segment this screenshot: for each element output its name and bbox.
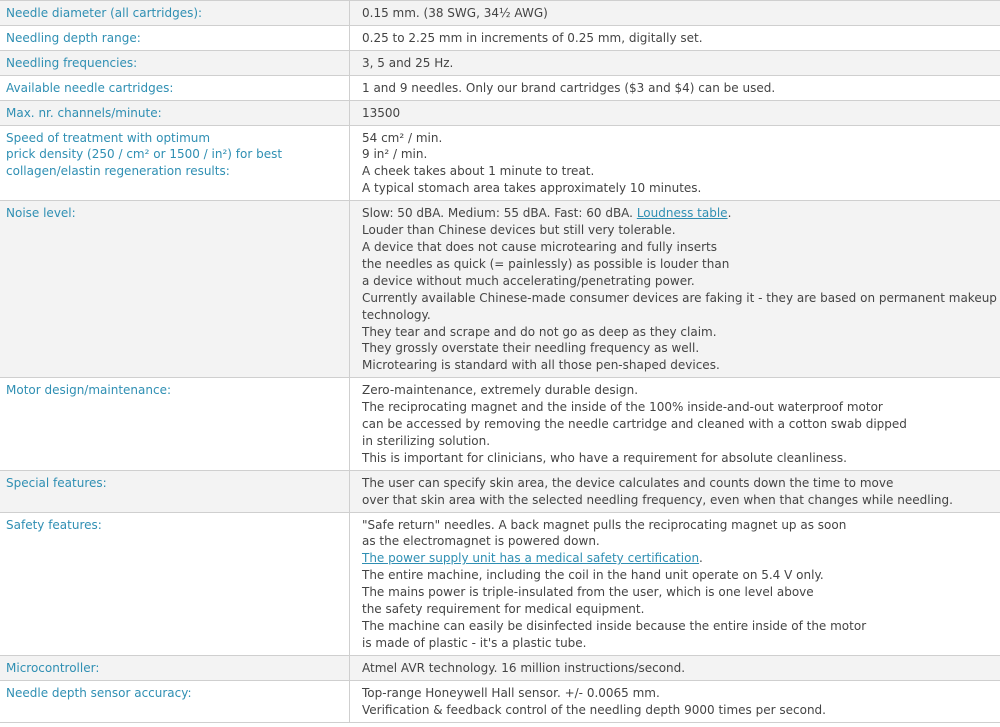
value-text: Verification & feedback control of the needling depth 9000 times per second. bbox=[362, 702, 826, 717]
spec-label-line: Needling frequencies: bbox=[6, 55, 138, 70]
spec-label-line: Available needle cartridges: bbox=[6, 80, 174, 95]
spec-table-body bbox=[0, 1, 1000, 723]
spec-row bbox=[0, 512, 1000, 655]
spec-value-line bbox=[362, 357, 994, 374]
spec-value-line bbox=[362, 416, 994, 433]
spec-value-line bbox=[362, 340, 994, 357]
spec-value-line bbox=[362, 222, 994, 239]
spec-value-line bbox=[362, 685, 994, 702]
spec-value-line bbox=[362, 450, 994, 467]
value-text: They grossly overstate their needling frequency as well. bbox=[362, 341, 700, 356]
value-text: A device that does not cause microtearing and fully inserts bbox=[362, 239, 717, 254]
value-text: is made of plastic - it's a plastic tube. bbox=[362, 635, 587, 650]
spec-value-line bbox=[362, 307, 994, 324]
spec-label bbox=[0, 470, 350, 512]
spec-value-line bbox=[362, 399, 994, 416]
value-text: 9 in² / min. bbox=[362, 147, 428, 162]
spec-label-line: Needle depth sensor accuracy: bbox=[6, 685, 192, 700]
value-text: 0.15 mm. (38 SWG, 34½ AWG) bbox=[362, 6, 548, 20]
spec-value-line bbox=[362, 290, 997, 307]
spec-value bbox=[350, 50, 1000, 75]
value-text: over that skin area with the selected needling frequency, even when that changes while needling. bbox=[362, 492, 953, 507]
spec-label-line: Safety features: bbox=[6, 517, 102, 532]
spec-label bbox=[0, 378, 350, 471]
spec-label bbox=[0, 201, 350, 378]
spec-row bbox=[0, 378, 1000, 471]
spec-value-line bbox=[362, 567, 994, 584]
spec-value-line bbox=[362, 146, 994, 163]
spec-label bbox=[0, 125, 350, 201]
spec-value bbox=[350, 25, 1000, 50]
spec-label-line: Speed of treatment with optimum bbox=[6, 130, 211, 145]
spec-value-line bbox=[362, 180, 994, 197]
value-text: . bbox=[727, 206, 732, 221]
spec-label bbox=[0, 50, 350, 75]
spec-value-line bbox=[362, 660, 994, 677]
value-text: in sterilizing solution. bbox=[362, 433, 491, 448]
value-text: 54 cm² / min. bbox=[362, 130, 443, 145]
spec-row bbox=[0, 201, 1000, 378]
spec-value-line bbox=[362, 5, 994, 22]
spec-value-line bbox=[362, 382, 994, 399]
spec-value-line bbox=[362, 130, 994, 147]
spec-label bbox=[0, 75, 350, 100]
value-text: This is important for clinicians, who have a requirement for absolute cleanliness. bbox=[362, 450, 847, 465]
value-text: The entire machine, including the coil in the hand unit operate on 5.4 V only. bbox=[362, 568, 824, 583]
spec-row bbox=[0, 655, 1000, 680]
spec-value bbox=[350, 512, 1000, 655]
spec-label-line: Max. nr. channels/minute: bbox=[6, 105, 162, 120]
spec-label bbox=[0, 100, 350, 125]
value-text: Zero-maintenance, extremely durable design. bbox=[362, 383, 639, 398]
spec-label bbox=[0, 1, 350, 26]
spec-value-line bbox=[362, 163, 994, 180]
value-text: Currently available Chinese-made consumer devices are faking it - they are based on permanent makeup bbox=[362, 290, 997, 305]
spec-value bbox=[350, 655, 1000, 680]
spec-label bbox=[0, 655, 350, 680]
value-text: Microtearing is standard with all those pen-shaped devices. bbox=[362, 358, 720, 373]
spec-label-line: Noise level: bbox=[6, 206, 76, 221]
spec-value-line bbox=[362, 256, 994, 273]
value-text: The reciprocating magnet and the inside of the 100% inside-and-out waterproof motor bbox=[362, 400, 883, 415]
spec-label-line: Needling depth range: bbox=[6, 30, 141, 45]
value-text: Louder than Chinese devices but still very tolerable. bbox=[362, 223, 676, 238]
spec-row bbox=[0, 100, 1000, 125]
spec-value bbox=[350, 125, 1000, 201]
spec-value-line bbox=[362, 80, 994, 97]
spec-row bbox=[0, 470, 1000, 512]
spec-value bbox=[350, 100, 1000, 125]
spec-value-line bbox=[362, 273, 994, 290]
value-text: "Safe return" needles. A back magnet pulls the reciprocating magnet up as soon bbox=[362, 517, 847, 532]
spec-row bbox=[0, 680, 1000, 722]
spec-row bbox=[0, 25, 1000, 50]
value-text: 0.25 to 2.25 mm in increments of 0.25 mm, digitally set. bbox=[362, 30, 703, 45]
inline-link[interactable]: The power supply unit has a medical safety certification bbox=[362, 551, 700, 566]
spec-label bbox=[0, 680, 350, 722]
spec-value-line bbox=[362, 475, 994, 492]
value-text: a device without much accelerating/penetrating power. bbox=[362, 273, 695, 288]
value-text: the needles as quick (= painlessly) as possible is louder than bbox=[362, 256, 730, 271]
spec-value bbox=[350, 680, 1000, 722]
spec-value bbox=[350, 470, 1000, 512]
value-text: The mains power is triple-insulated from the user, which is one level above bbox=[362, 585, 814, 600]
spec-value-line bbox=[362, 517, 994, 534]
value-text: technology. bbox=[362, 307, 431, 322]
spec-label-line: collagen/elastin regeneration results: bbox=[6, 164, 230, 179]
value-text: as the electromagnet is powered down. bbox=[362, 534, 600, 549]
value-text: Top-range Honeywell Hall sensor. +/- 0.0065 mm. bbox=[362, 685, 660, 700]
spec-value-line bbox=[362, 601, 994, 618]
spec-value-line bbox=[362, 492, 994, 509]
spec-value bbox=[350, 1, 1000, 26]
value-text: A typical stomach area takes approximately 10 minutes. bbox=[362, 181, 702, 196]
value-text: They tear and scrape and do not go as deep as they claim. bbox=[362, 324, 717, 339]
inline-link[interactable]: Loudness table bbox=[636, 206, 728, 221]
spec-row bbox=[0, 1, 1000, 26]
spec-label-line: Microcontroller: bbox=[6, 660, 100, 675]
spec-value-line bbox=[362, 105, 994, 122]
spec-value-line bbox=[362, 550, 994, 567]
spec-value-line bbox=[362, 205, 994, 222]
value-text: 1 and 9 needles. Only our brand cartridges ($3 and $4) can be used. bbox=[362, 80, 776, 95]
spec-value-line bbox=[362, 30, 994, 47]
spec-value-line bbox=[362, 702, 994, 719]
spec-value-line bbox=[362, 239, 994, 256]
spec-value-line bbox=[362, 618, 994, 635]
value-text: can be accessed by removing the needle cartridge and cleaned with a cotton swab dipped bbox=[362, 417, 907, 432]
value-text: The machine can easily be disinfected inside because the entire inside of the motor bbox=[362, 619, 867, 633]
value-text: Slow: 50 dBA. Medium: 55 dBA. Fast: 60 dBA. bbox=[362, 206, 637, 221]
spec-label-line: Needle diameter (all cartridges): bbox=[6, 6, 203, 20]
spec-label-line: Special features: bbox=[6, 475, 107, 490]
spec-value-line bbox=[362, 533, 994, 550]
value-text: 3, 5 and 25 Hz. bbox=[362, 55, 454, 70]
spec-label-line: Motor design/maintenance: bbox=[6, 383, 171, 398]
spec-value bbox=[350, 75, 1000, 100]
spec-value-line bbox=[362, 324, 994, 341]
spec-row bbox=[0, 125, 1000, 201]
spec-value bbox=[350, 201, 1000, 378]
value-text: A cheek takes about 1 minute to treat. bbox=[362, 164, 595, 179]
spec-label bbox=[0, 25, 350, 50]
value-text: 13500 bbox=[362, 105, 401, 120]
spec-value-line bbox=[362, 635, 994, 652]
spec-row bbox=[0, 75, 1000, 100]
spec-label-line: prick density (250 / cm² or 1500 / in²) for best bbox=[6, 147, 283, 162]
value-text: Atmel AVR technology. 16 million instructions/second. bbox=[362, 660, 686, 675]
spec-value-line bbox=[362, 55, 994, 72]
spec-value-line bbox=[362, 584, 994, 601]
spec-row bbox=[0, 50, 1000, 75]
spec-value bbox=[350, 378, 1000, 471]
value-text: . bbox=[699, 551, 703, 566]
spec-label bbox=[0, 512, 350, 655]
value-text: the safety requirement for medical equipment. bbox=[362, 602, 645, 617]
value-text: The user can specify skin area, the device calculates and counts down the time to move bbox=[362, 475, 894, 490]
spec-value-line bbox=[362, 433, 994, 450]
